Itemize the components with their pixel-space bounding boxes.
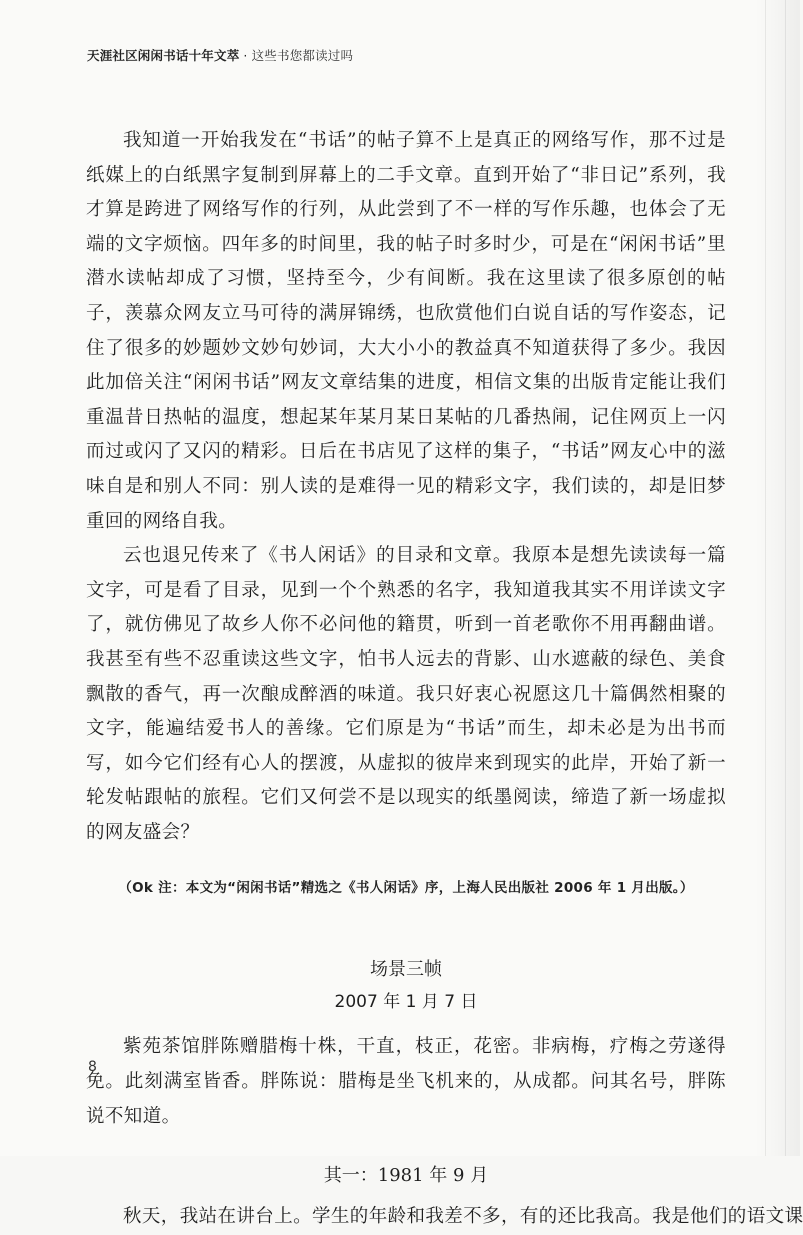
body-paragraph: 我知道一开始我发在“书话”的帖子算不上是真正的网络写作，那不过是纸媒上的白纸黑字复制到屏幕上的二手文章。直到开始了“非日记”系列，我才算是跨进了网络写作的行列，从此尝到了不一样的写作乐趣，也体会了无端的文字烦恼。四年多的时间里，我的帖子时多时少，可是在“闲闲书话”里潜水读帖却成了习惯，坚持至今，少有间断。我在这里读了很多原创的帖子，羡慕众网友立马可待的满屏锦绣，也欣赏他们白说自话的写作姿态，记住了很多的妙题妙文妙句妙词，大大小小的教益真不知道获得了多少。我因此加倍关注“闲闲书话”网友文章结集的进度，相信文集的出版肯定能让我们重温昔日热帖的温度，想起某年某月某日某帖的几番热闹，记住网页上一闪而过或闪了又闪的精彩。日后在书店见了这样的集子，“书话”网友心中的滋味自是和别人不同：别人读的是难得一见的精彩文字，我们读的，却是旧梦重回的网络自我。 <box>86 130 726 532</box>
page-binding-shadow <box>754 0 800 1156</box>
header-separator: · <box>243 48 248 63</box>
running-header <box>87 46 353 64</box>
body-paragraph: 云也退兄传来了《书人闲话》的目录和文章。我原本是想先读读每一篇文字，可是看了目录，见到一个个熟悉的名字，我知道我其实不用详读文字了，就仿佛见了故乡人你不必问他的籍贯，听到一首老歌你不用再翻曲谱。我甚至有些不忍重读这些文字，怕书人远去的背影、山水遮蔽的绿色、美食飘散的香气，再一次酿成醉酒的味道。我只好衷心祝愿这几十篇偶然相聚的文字，能遍结爱书人的善缘。它们原是为“书话”而生，却未必是为出书而写，如今它们经有心人的摆渡，从虚拟的彼岸来到现实的此岸，开始了新一轮发帖跟帖的旅程。它们又何尝不是以现实的纸墨阅读，缔造了新一场虚拟的网友盛会？ <box>86 545 726 843</box>
editor-note: （Ok 注：本文为“闲闲书话”精选之《书人闲话》序，上海人民出版社 2006 年 1 月出版。） <box>118 880 694 897</box>
header-title: 天涯社区闲闲书话十年文萃 <box>87 48 240 63</box>
section-date: 2007 年 1 月 7 日 <box>334 992 478 1013</box>
section-intro-paragraph: 紫苑茶馆胖陈赠腊梅十株，干直，枝正，花密。非病梅，疗梅之劳遂得免。此刻满室皆香。胖陈说：腊梅是坐飞机来的，从成都。问其名号，胖陈说不知道。 <box>86 1036 726 1127</box>
section-title: 场景三帧 <box>370 959 442 981</box>
subsection-heading: 其一：1981 年 9 月 <box>323 1165 489 1187</box>
page-edge-line <box>765 0 766 1156</box>
page-number: 8 <box>88 1059 97 1075</box>
main-text <box>86 124 803 1235</box>
page-edge-line <box>785 0 786 1156</box>
header-subtitle: 这些书您都读过吗 <box>251 48 354 63</box>
subsection-paragraph: 秋天，我站在讲台上。学生的年龄和我差不多，有的还比我高。我是他们的语文课 <box>123 1206 803 1228</box>
